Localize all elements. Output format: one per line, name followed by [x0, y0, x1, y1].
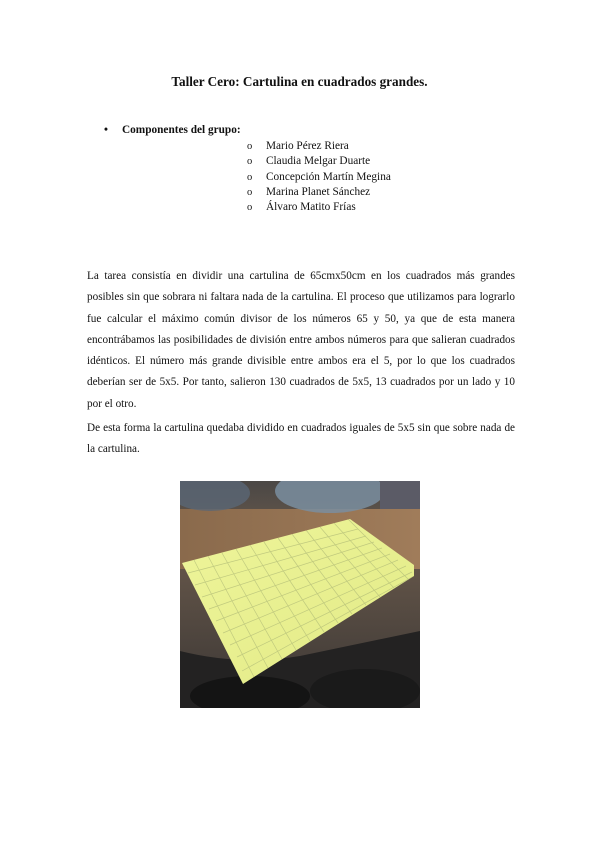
- list-item: [247, 170, 391, 185]
- document-title: Taller Cero: Cartulina en cuadrados grandes.: [171, 74, 428, 89]
- paragraph-description: La tarea consistía en dividir una cartulina de 65cmx50cm en los cuadrados más grandes posibles sin que sobrara ni faltara nada de la cartulina. El proceso que utilizamos para lograrlo fue calcular el máximo común divisor de los números 65 y 50, ya que de esta manera encontrábamos las posibilidades de división entre ambos números para que salieran cuadrados idénticos. El número más grande divisible entre ambos era el 5, por lo que los cuadrados deberían ser de 5x5. Por tanto, salieron 130 cuadrados de 5x5, 13 cuadrados por un lado y 10 por el otro.: [87, 270, 515, 410]
- member-name: Concepción Martín Megina: [266, 170, 391, 183]
- bullet-icon: •: [104, 124, 108, 136]
- member-name: Marina Planet Sánchez: [266, 185, 371, 198]
- list-item: [247, 185, 391, 200]
- circle-bullet-icon: o: [247, 186, 253, 198]
- circle-bullet-icon: o: [247, 156, 253, 168]
- member-name: Claudia Melgar Duarte: [266, 155, 371, 168]
- list-item: [247, 154, 391, 169]
- group-label: Componentes del grupo:: [122, 124, 241, 136]
- cardboard-photo: [180, 481, 420, 708]
- circle-bullet-icon: o: [247, 171, 253, 183]
- circle-bullet-icon: o: [247, 202, 253, 214]
- paragraph-conclusion: De esta forma la cartulina quedaba dividido en cuadrados iguales de 5x5 sin que sobre nada de la cartulina.: [87, 422, 515, 456]
- member-name: Mario Pérez Riera: [266, 140, 349, 152]
- list-item: [247, 200, 391, 215]
- circle-bullet-icon: o: [247, 141, 253, 152]
- group-heading: [104, 124, 241, 136]
- member-list: [247, 139, 391, 215]
- list-item: [247, 139, 391, 154]
- member-name: Álvaro Matito Frías: [266, 201, 356, 214]
